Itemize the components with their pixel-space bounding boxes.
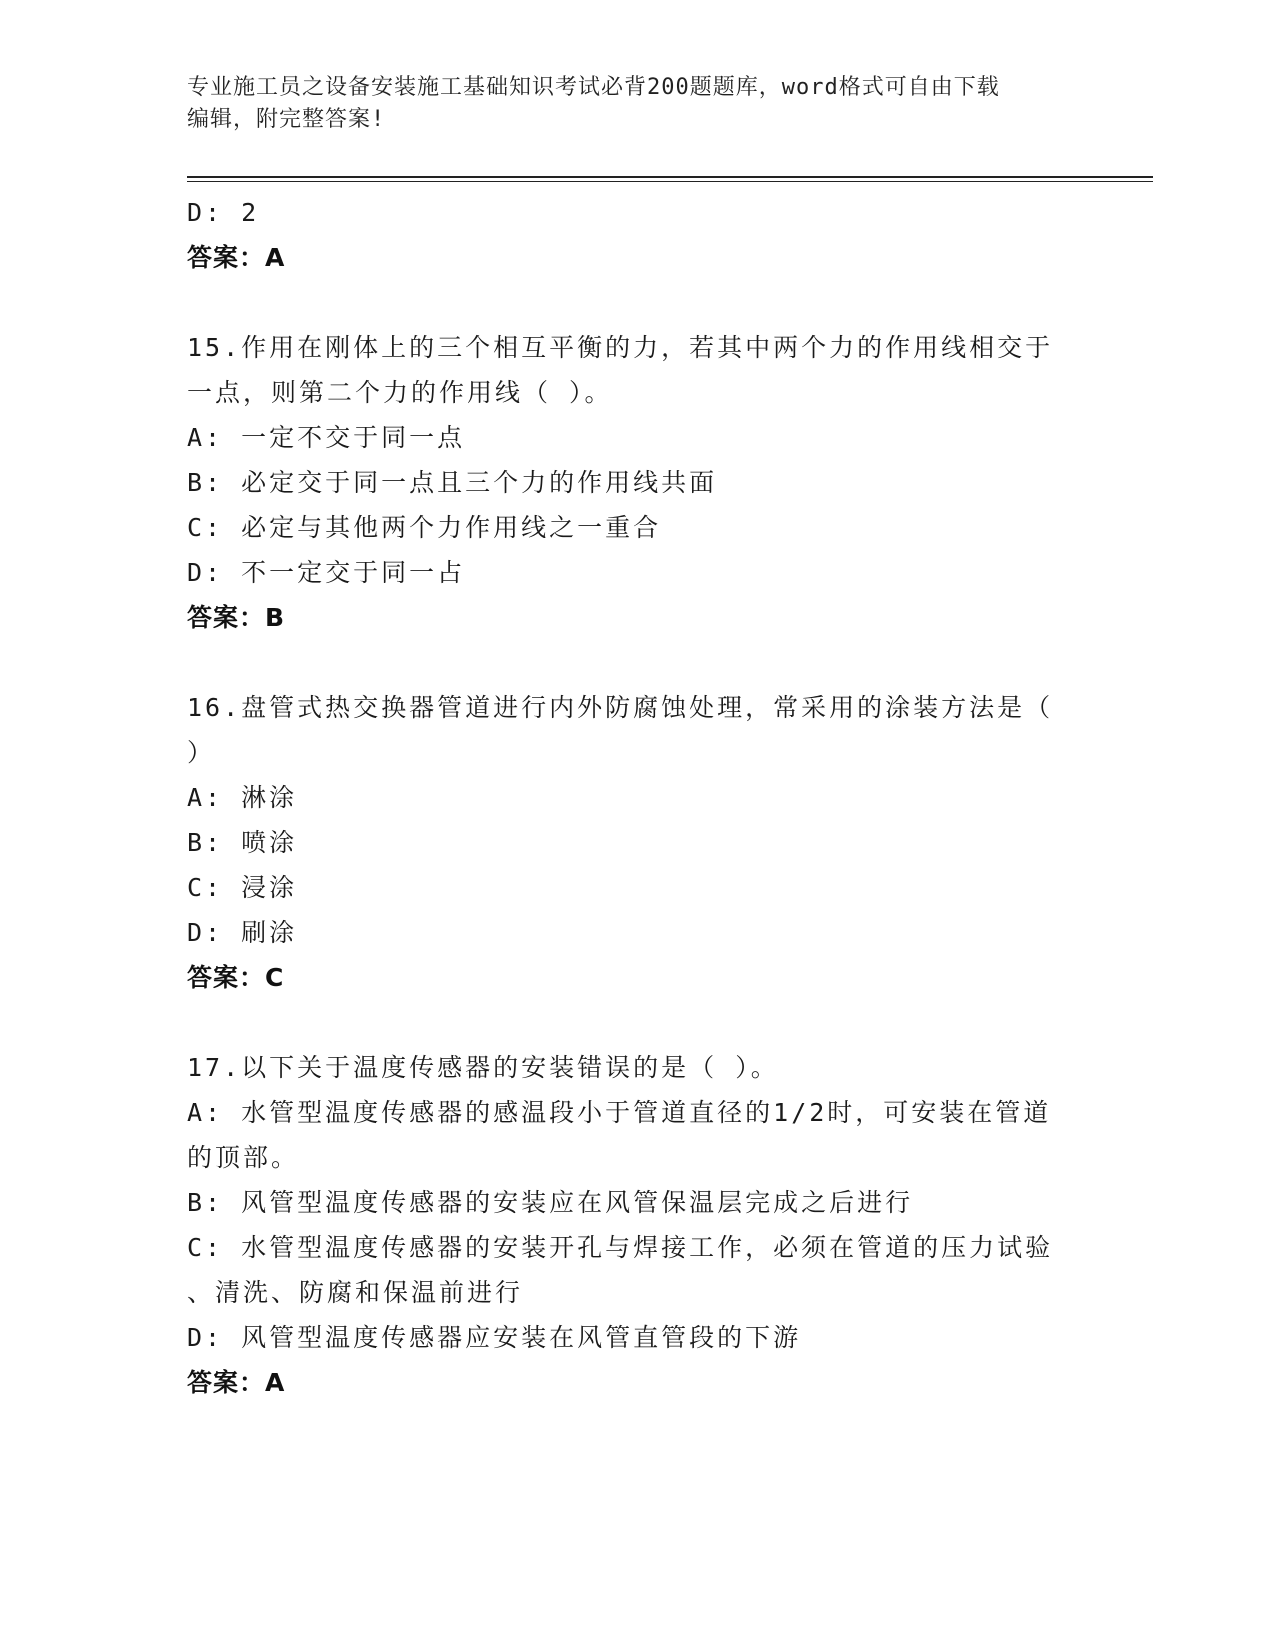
answer-line: 答案：C [187, 963, 285, 992]
option-d: D: 刷涂 [187, 918, 298, 947]
option-d: D: 2 [187, 198, 260, 227]
answer-line: 答案：B [187, 603, 286, 632]
question-text-line: 17.以下关于温度传感器的安装错误的是（ ）。 [187, 1053, 779, 1082]
question-fragment [187, 190, 1087, 280]
option-b: B: 必定交于同一点且三个力的作用线共面 [187, 468, 718, 497]
question-text-line: 16.盘管式热交换器管道进行内外防腐蚀处理，常采用的涂装方法是（ [187, 693, 1054, 722]
question-text-line: 一点，则第二个力的作用线（ ）。 [187, 378, 613, 407]
answer-line: 答案：A [187, 243, 286, 272]
page-header [187, 72, 1087, 136]
option-a: A: 水管型温度传感器的感温段小于管道直径的1/2时，可安装在管道 [187, 1098, 1052, 1127]
option-c: C: 浸涂 [187, 873, 298, 902]
answer-line: 答案：A [187, 1368, 286, 1397]
option-b: B: 风管型温度传感器的安装应在风管保温层完成之后进行 [187, 1188, 914, 1217]
option-c: C: 必定与其他两个力作用线之一重合 [187, 513, 662, 542]
question-17 [187, 1045, 1087, 1405]
question-15 [187, 325, 1087, 640]
option-a: A: 一定不交于同一点 [187, 423, 466, 452]
option-d: D: 不一定交于同一占 [187, 558, 466, 587]
question-list [187, 190, 1087, 1405]
question-text-line: 15.作用在刚体上的三个相互平衡的力，若其中两个力的作用线相交于 [187, 333, 1054, 362]
option-c-continued: 、清洗、防腐和保温前进行 [187, 1278, 524, 1307]
header-divider-thick [187, 176, 1153, 178]
header-line-2: 编辑，附完整答案! [187, 107, 386, 132]
header-divider-thin [187, 181, 1153, 182]
header-line-1: 专业施工员之设备安装施工基础知识考试必背200题题库，word格式可自由下载 [187, 75, 1000, 100]
option-d: D: 风管型温度传感器应安装在风管直管段的下游 [187, 1323, 802, 1352]
option-b: B: 喷涂 [187, 828, 298, 857]
question-text-line: ） [187, 738, 216, 767]
question-16 [187, 685, 1087, 1000]
option-a-continued: 的顶部。 [187, 1143, 300, 1172]
option-c: C: 水管型温度传感器的安装开孔与焊接工作，必须在管道的压力试验 [187, 1233, 1054, 1262]
option-a: A: 淋涂 [187, 783, 298, 812]
